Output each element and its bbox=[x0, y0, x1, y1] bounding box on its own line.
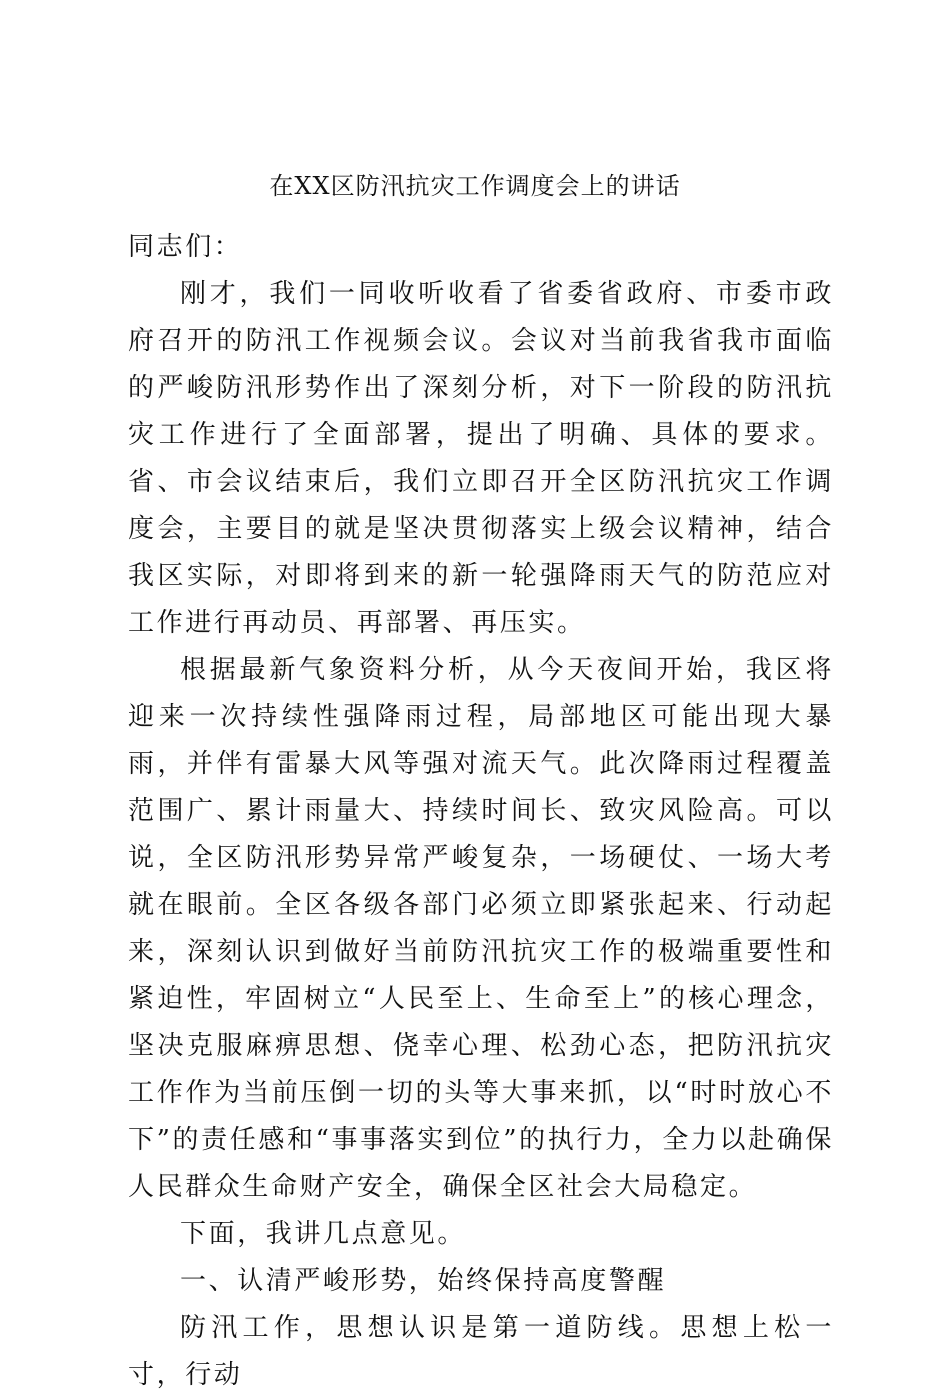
document-title: 在XX区防汛抗灾工作调度会上的讲话 bbox=[269, 172, 681, 200]
paragraph-weather-situation: 根据最新气象资料分析，从今天夜间开始，我区将迎来一次持续性强降雨过程，局部地区可能出现大暴雨，并伴有雷暴大风等强对流天气。此次降雨过程覆盖范围广、累计雨量大、持续时间长、致灾风险高。可以说，全区防汛形势异常严峻复杂，一场硬仗、一场大考就在眼前。全区各级各部门必须立即紧张起来、行动起来，深刻认识到做好当前防汛抗灾工作的极端重要性和紧迫性，牢固树立“人民至上、生命至上”的核心理念，坚决克服麻痹思想、侥幸心理、松劲心态，把防汛抗灾工作作为当前压倒一切的头等大事来抓，以“时时放心不下”的责任感和“事事落实到位”的执行力，全力以赴确保人民群众生命财产安全，确保全区社会大局稳定。 bbox=[128, 655, 834, 1202]
paragraph-section-1-start: 防汛工作，思想认识是第一道防线。思想上松一寸，行动 bbox=[128, 1313, 834, 1390]
paragraph-opening: 刚才，我们一同收听收看了省委省政府、市委市政府召开的防汛工作视频会议。会议对当前我省我市面临的严峻防汛形势作出了深刻分析，对下一阶段的防汛抗灾工作进行了全面部署，提出了明确、具体的要求。省、市会议结束后，我们立即召开全区防汛抗灾工作调度会，主要目的就是坚决贯彻落实上级会议精神，结合我区实际，对即将到来的新一轮强降雨天气的防范应对工作进行再动员、再部署、再压实。 bbox=[128, 279, 834, 638]
section-heading-1: 一、认清严峻形势，始终保持高度警醒 bbox=[180, 1266, 667, 1296]
document-body bbox=[128, 224, 834, 1399]
paragraph-transition: 下面，我讲几点意见。 bbox=[180, 1219, 467, 1249]
salutation: 同志们： bbox=[128, 232, 243, 262]
